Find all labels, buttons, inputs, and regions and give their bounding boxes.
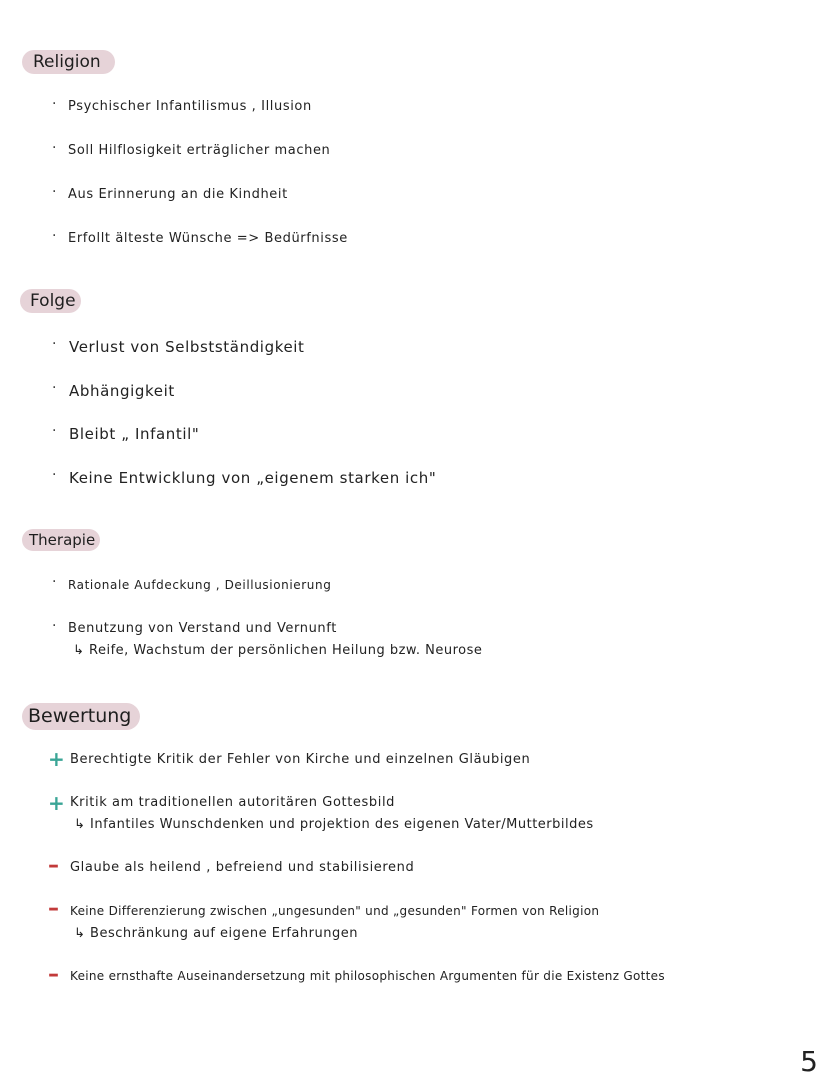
list-item: Kritik am traditionellen autoritären Gottesbild xyxy=(70,795,396,810)
bullet-icon: · xyxy=(52,228,57,244)
section-heading-label: Bewertung xyxy=(28,705,132,727)
list-item: Aus Erinnerung an die Kindheit xyxy=(68,187,288,202)
section-heading-bewertung xyxy=(22,703,140,730)
minus-icon: – xyxy=(48,896,59,921)
section-heading-folge xyxy=(20,289,81,313)
sub-item: ↳ Beschränkung auf eigene Erfahrungen xyxy=(74,926,358,941)
minus-icon: – xyxy=(48,962,59,987)
bullet-icon: · xyxy=(52,336,57,352)
list-item: Keine ernsthafte Auseinandersetzung mit philosophischen Argumenten für die Existenz Gottes xyxy=(70,969,665,983)
list-item: Keine Entwicklung von „eigenem starken ich" xyxy=(69,469,437,487)
sub-item: ↳ Infantiles Wunschdenken und projektion des eigenen Vater/Mutterbildes xyxy=(74,817,594,832)
list-item: Berechtigte Kritik der Fehler von Kirche und einzelnen Gläubigen xyxy=(70,752,531,767)
bullet-icon: · xyxy=(52,96,57,112)
list-item: Erfollt älteste Wünsche => Bedürfnisse xyxy=(68,231,348,246)
plus-icon: + xyxy=(48,747,65,771)
bullet-icon: · xyxy=(52,184,57,200)
list-item: Rationale Aufdeckung , Deillusionierung xyxy=(68,578,332,592)
section-heading-label: Religion xyxy=(33,52,101,72)
list-item: Verlust von Selbstständigkeit xyxy=(69,338,305,356)
bullet-icon: · xyxy=(52,574,57,590)
list-item: Benutzung von Verstand und Vernunft xyxy=(68,621,337,636)
list-item: Keine Differenzierung zwischen „ungesunden" und „gesunden" Formen von Religion xyxy=(70,904,600,918)
minus-icon: – xyxy=(48,853,59,878)
bullet-icon: · xyxy=(52,380,57,396)
section-heading-label: Folge xyxy=(30,291,76,311)
bullet-icon: · xyxy=(52,140,57,156)
bullet-icon: · xyxy=(52,467,57,483)
list-item: Soll Hilflosigkeit erträglicher machen xyxy=(68,143,331,158)
list-item: Abhängigkeit xyxy=(69,382,175,400)
section-heading-religion xyxy=(22,50,115,74)
page-number: 5 xyxy=(800,1045,818,1078)
sub-item: ↳ Reife, Wachstum der persönlichen Heilung bzw. Neurose xyxy=(73,643,483,658)
section-heading-therapie xyxy=(22,529,100,551)
list-item: Glaube als heilend , befreiend und stabilisierend xyxy=(70,860,415,875)
plus-icon: + xyxy=(48,791,65,815)
bullet-icon: · xyxy=(52,618,57,634)
list-item: Bleibt „ Infantil" xyxy=(69,425,200,443)
section-heading-label: Therapie xyxy=(29,531,96,549)
list-item: Psychischer Infantilismus , Illusion xyxy=(68,99,312,114)
bullet-icon: · xyxy=(52,423,57,439)
